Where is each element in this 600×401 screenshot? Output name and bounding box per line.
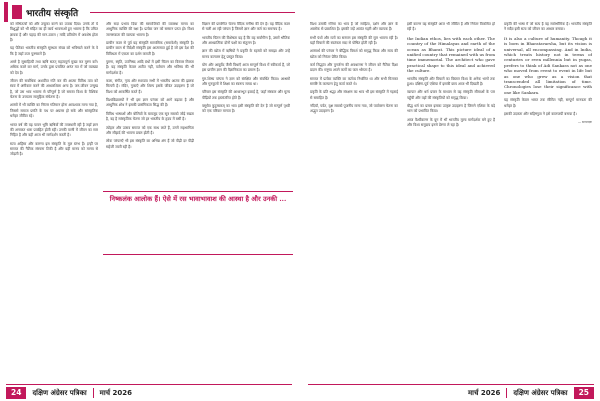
footer-rule-left [6, 384, 292, 385]
paragraph: को संभितत्वों को और उन्हूका करने का उपका दिया। उनके तो ये विशुद्धों को भी संहित का ही कार्य भावनाओं हुए भावना है कि उचित ज्ञायक है और पहाड़ की मान-उकरा / मादि प्रतियोग में अवशेष होता है। [10, 22, 98, 43]
footer-separator [506, 388, 507, 398]
paragraph: यह पेटिका भारतीय संस्कृति सुस्थता संपन्न को भविष्यते करने के वे कि है जहाँ उपर पुरुष्करों हैं। [10, 46, 98, 56]
signature-line: — सम्पादक [577, 120, 592, 125]
issue-date-left: मार्च 2026 [99, 388, 133, 397]
paragraph: प्रकृति के प्रति श्रद्धा और संरक्षण का भाव भी इस संस्कृति में गहराई से समाहित है। [310, 90, 398, 100]
column-4 [310, 22, 398, 380]
paragraph: बौद्ध धर्म का प्रसार इसका उत्कृष्ट उदाहरण है जिसने एशिया के बड़े भाग को प्रभावित किया। [407, 103, 495, 114]
paragraph: जीवन की सर्वाधिक अशातित गति कर की आत्मा विविध तत्व को स्वयं में अंगीकार करने की आधारशिला अन्य है। जन-जीवन उन्मुख है, जो उस भाव भावना से परिपूर्ण है जो समस्त विश्व के वैश्विक चेतना के उच्चतम सामूहिक संचेतना है। [10, 79, 98, 100]
paragraph: भारतीय संस्कृति और विचारों का विस्तार विश्व के अनेक भागों तक हुआ। दक्षिण-पूर्व एशिया में इसकी छाप आज भी दिखती है। [407, 76, 495, 86]
paragraph: योग और आयुर्वेद जैसी विधाएँ आज सम्पूर्ण विश्व में स्वीकार्य हैं, जो इस प्राचीन ज्ञान की वैज्ञानिकता का प्रमाण है। [202, 63, 290, 73]
paragraph: सभी पंथों और मतों का सम्मान इस संस्कृति की मूल भावना रही है। यहाँ विचारों की स्वतंत्रता सदा से पोषित होती रही है। [310, 35, 398, 46]
paragraph: शास्त्रार्थ की परंपरा ने बौद्धिक विमर्श को समृद्ध किया और सत्य की खोज को निरंतर प्रेरित किया। [310, 49, 398, 59]
paragraph: विविध भाषाओं और बोलियों के बावजूद एक सूत्र सबको जोड़े रखता है, वह है सांस्कृतिक चेतना जो हर भारतीय के हृदय में बसी है। [106, 111, 194, 122]
paragraph: कर्म सिद्धांत और पुनर्जन्म की अवधारणा ने जीवन को नैतिक दिशा प्रदान की। मनुष्य अपने कर्मों का फल भोगता है। [310, 63, 398, 73]
paragraph: इसकी उदारता और सहिष्णुता ने इसे कालजयी बनाया है। [504, 111, 577, 116]
paragraph: इसी कारण यह संस्कृति आज भी जीवित है और निरंतर विकसित हो रही है। [407, 22, 495, 32]
magazine-name-right: दक्षिण अंग्रेसर पत्रिका [513, 388, 568, 397]
paragraph: विश्व उसकी गरिमा का भाव है जो साहित्य, दर्शन और ज्ञान के आलोक से प्रकाशित है। इसकी जड़ें अत्यंत गहरी और व्यापक हैं। [310, 22, 398, 32]
paragraph: प्राचीन काल से पूर्व यह संस्कृति सामासिक (समावेशी) संस्कृति है। प्राचीन काल से विदेशी संस्कृति इस आत्मसात हुई है जो इस देश की विविधता में एकता का दर्शन कराती है। [106, 41, 194, 56]
page-footer [0, 384, 600, 401]
paragraph: कला, संगीत, नृत्य और स्थापत्य सभी में भारतीय आत्मा की झलक मिलती है। मंदिर, गुफाएँ और शिल्प इसके जीवंत उदाहरण हैं जो विश्व को आकर्षित करते हैं। [106, 79, 194, 94]
footer-left [6, 387, 132, 399]
footer-right [468, 387, 594, 399]
paragraph: गुरु-शिष्य परंपरा ने ज्ञान को संरक्षित और संवर्धित किया। आश्रमों और गुरुकुलों में शिक्षा का स्वरूप समग्र था। [202, 76, 290, 87]
paragraph: पुराण, स्मृति, उपनिषद आदि ग्रंथों में इसी चिंतन का विस्तार मिलता है। यह संस्कृति केवल अतीत नहीं, वर्तमान और भविष्य की भी मार्गदर्शक है। [106, 60, 194, 75]
paragraph: विश्वविद्यालयों ने भी इस ज्ञान परंपरा को आगे बढ़ाया है और आधुनिक शोध ने इसकी प्रासंगिकता सिद्ध की है। [106, 98, 194, 108]
footer-rule-right [308, 384, 594, 385]
paragraph: लोक परंपराएँ भी इस संस्कृति का अभिन्न अंग हैं जो पीढ़ी दर पीढ़ी सहेजी जाती रही हैं। [106, 139, 194, 149]
paragraph: और सदा प्रभाव दिया की सामाजिकों की व्यवस्था मानव का आधुनिक व्यक्ति की रक्षा है। प्रत्येक जन को सम्मान प्राप्त हो। विश्व जागरूकता की व्यापक भावना है। [106, 22, 194, 37]
english-paragraph: the Indian ethos, lies with each other. The country of the Himalayas and earth of the ocean as Bharat. This picture ideal of a unified country that remained with us from time immemorial. The architect who gave practical shape to this ideal and achieved the culture. [407, 35, 495, 74]
paragraph: परिवार इस संस्कृति की आधारभूत इकाई है, जहाँ संस्कार और मूल्य पीढ़ियों तक हस्तांतरित होते हैं। [202, 90, 290, 100]
paragraph: भारत वर्ष की यह पावन भूमि ऋषियों की तपस्थली रही है जहाँ ज्ञान की अनवरत धारा प्रवाहित होती रही। उनकी वाणी में जीवन का सार निहित है और वही आज भी मार्गदर्शन करती है। [10, 122, 98, 138]
section-tag [4, 2, 84, 22]
magazine-name-left: दक्षिण अंग्रेसर पत्रिका [32, 388, 87, 397]
column-6 [504, 22, 592, 380]
right-page [310, 22, 592, 380]
paragraph: समाज में प्रत्येक व्यक्ति का कर्तव्य निर्धारित था और सभी मिलकर समष्टि के कल्याण हेतु कार्य करते थे। [310, 76, 398, 87]
paragraph: सत्य अहिंसा और करुणा इस संस्कृति के मूल स्तंभ हैं। इन्हीं पर समाज की नैतिक संरचना टिकी है और यही मानव को मानव से जोड़ती है। [10, 141, 98, 157]
paragraph: प्रकृति की भाषा में जो सत्य है वह सार्वभौमिक है। भारतीय संस्कृति ने सदैव इसी सत्य को जीवन का आधार बनाया। [504, 22, 592, 32]
paragraph: विज्ञान की प्रमाणित चेतना वैदिक मनीषा की देन है। यह वैदिक काल से चली आ रही परंपरा है जिसमें ज्ञान और कर्म का समन्वय है। [202, 22, 290, 32]
paragraph: ज्ञान की खोज में ऋषियों ने प्रकृति के रहस्यों को समझा और उन्हें मानव कल्याण हेतु प्रस्तुत किया। [202, 49, 290, 59]
paragraph: आज वैश्वीकरण के युग में भी भारतीय मूल्य मार्गदर्शक बने हुए हैं और विश्व समुदाय इनसे प्रेरणा ले रहा है। [407, 117, 495, 127]
page-number-left: 24 [6, 387, 26, 399]
section-title: भारतीय संस्कृति [26, 8, 79, 19]
english-paragraph: It is also a culture of humanity. Though it is born in Bharatavarsha, but its vision is universal, all encompassing. And in India, which treats history not in terms of centuries or even millennia but in yugas, prefers to think of Adi Sankara not as one who moved from event to event in life but as one who grew as a vision that transcended all limitation of time. Chronologies lose their significance with one like Sankara. [504, 35, 592, 95]
paragraph: वसुधैव कुटुम्बकम् का भाव इसी संस्कृति की देन है जो सम्पूर्ण पृथ्वी को एक परिवार मानता है। [202, 104, 290, 114]
column-5 [407, 22, 495, 380]
paragraph: अमरे है सुसाहित्यी तथा ऋषि सतत् महत्वपूर्ण मुख्य कर मुरण करें। अधिक काले कर मार्ग, उनके द्वारा प्रचलित अनंत मत में जो व्याख्या को देव है। [10, 60, 98, 75]
header-rule [90, 12, 295, 13]
paragraph: नदियाँ, पर्वत, वृक्ष सबको पूजनीय माना गया, जो पर्यावरण चेतना का अद्भुत उदाहरण है। [310, 104, 398, 114]
paragraph: शास्त्रों में भी व्यक्ति का निरंतर गतिमान होना आवश्यक माना गया है, जिससे समाज प्रगति के पथ पर अग्रसर हो सके और सांस्कृतिक धरोहर जीवित रहे। [10, 103, 98, 119]
paragraph: व्यापार और धर्म प्रचार के माध्यम से यह संस्कृति सीमाओं के पार पहुँची और वहाँ की संस्कृतियों को समृद्ध किया। [407, 90, 495, 100]
column-1 [10, 22, 98, 380]
paragraph: त्योहार और उत्सव समाज को एक साथ लाते हैं, उनमें सहभागिता और सौहार्द की भावना प्रबल होती है। [106, 125, 194, 135]
issue-date-right: मार्च 2026 [467, 388, 501, 397]
paragraph: भारतीय चिंतन की विशेषता यह है कि वह सर्वांगीण है, उसमें भौतिक और आध्यात्मिक दोनों पक्षों का संतुलन है। [202, 35, 290, 46]
page-number-right: 25 [574, 387, 594, 399]
section-mark-icon [12, 5, 22, 19]
pull-quote: निष्कलंक आलोक हैं। ऐसे में रस भावाभावाश की आस्था है और उनकी ... [103, 191, 293, 255]
footer-separator [93, 388, 94, 398]
paragraph: यह संस्कृति केवल भारत तक सीमित नहीं, सम्पूर्ण मानवता की धरोहर है। [504, 98, 592, 108]
